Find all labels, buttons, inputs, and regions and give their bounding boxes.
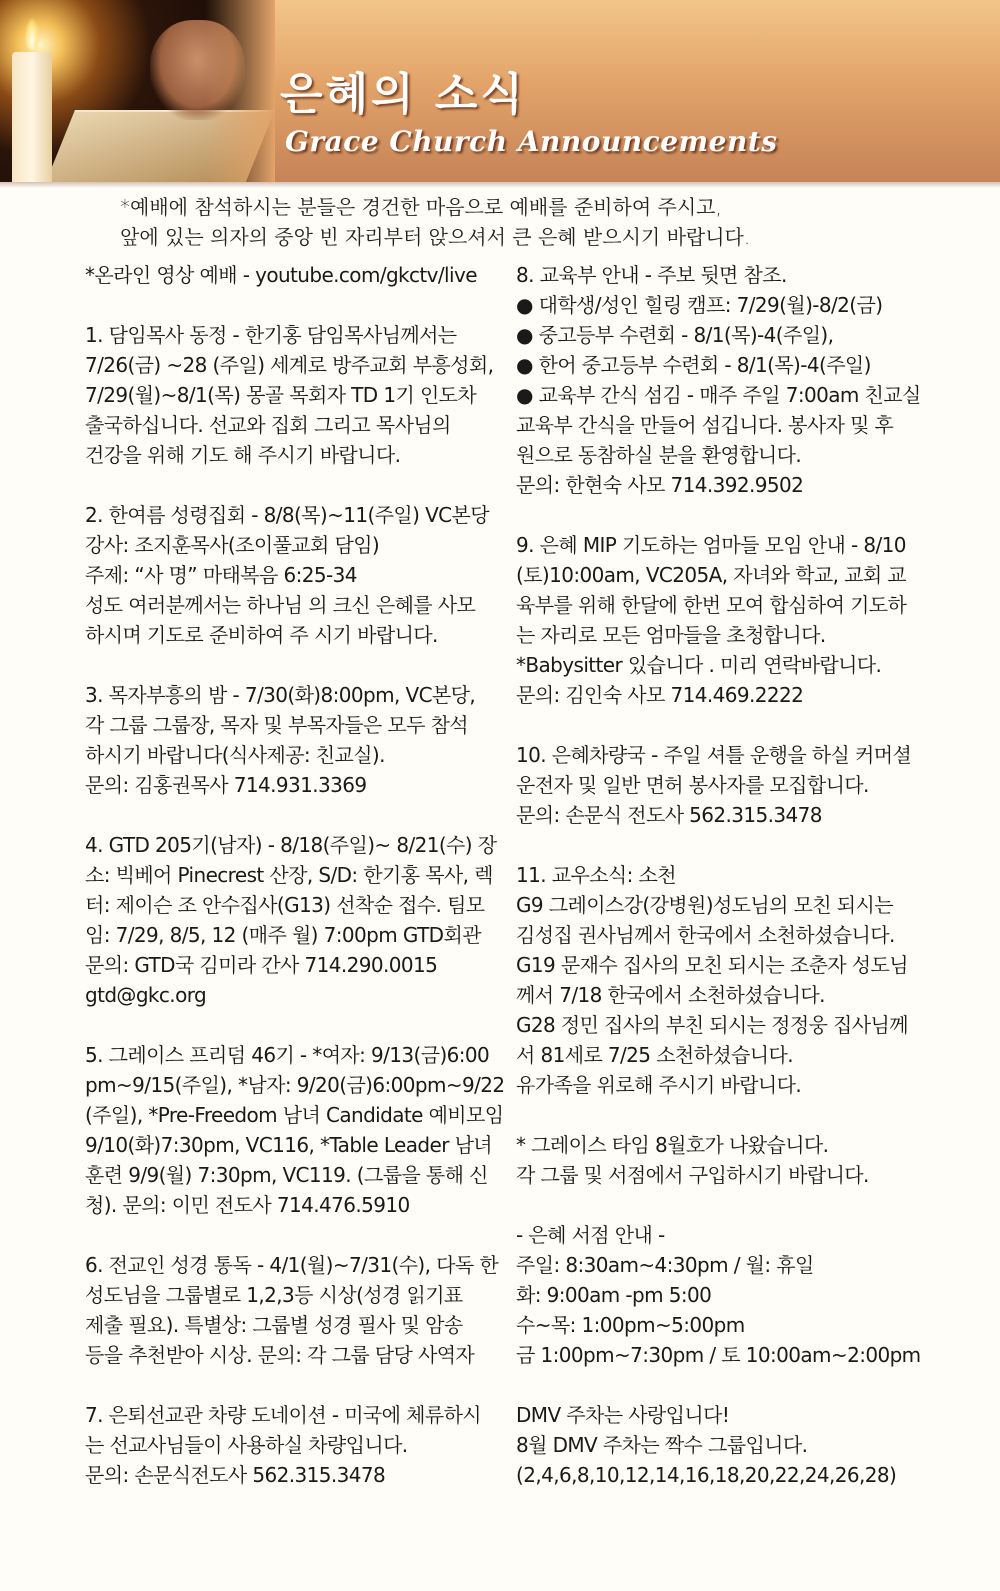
announcement-online bbox=[85, 260, 505, 290]
announcement-line: 9/10(화)7:30pm, VC116, *Table Leader 남녀 bbox=[85, 1133, 493, 1157]
announcement-line: (토)10:00am, VC205A, 자녀와 학교, 교회 교 bbox=[516, 563, 907, 587]
announcement-line: DMV 주차는 사랑입니다! bbox=[516, 1403, 730, 1427]
announcement-line: *Babysitter 있습니다 . 미리 연락바랍니다. bbox=[516, 653, 882, 677]
email-link[interactable]: gtd@gkc.org bbox=[85, 983, 207, 1007]
announcement-line: 김성집 권사님께서 한국에서 소천하셨습니다. bbox=[516, 923, 895, 947]
announcement-line: 하시기 바랍니다(식사제공: 친교실). bbox=[85, 743, 385, 767]
announcement-line: 1. 담임목사 동정 - 한기홍 담임목사님께서는 bbox=[85, 323, 457, 347]
announcement-line: 출국하십니다. 선교와 집회 그리고 목사님의 bbox=[85, 413, 451, 437]
announcement-line: 임: 7/29, 8/5, 12 (매주 월) 7:00pm GTD회관 bbox=[85, 923, 481, 947]
announcement-line: 께서 7/18 한국에서 소천하셨습니다. bbox=[516, 983, 825, 1007]
announcement-line: ● 한어 중고등부 수련회 - 8/1(목)-4(주일) bbox=[516, 353, 871, 377]
announcement-line: 문의: 김홍권목사 714.931.3369 bbox=[85, 773, 367, 797]
announcement-line: 9. 은혜 MIP 기도하는 엄마들 모임 안내 - 8/10 bbox=[516, 533, 906, 557]
announcement-line: 건강을 위해 기도 해 주시기 바랍니다. bbox=[85, 443, 401, 467]
announcement-line: 6. 전교인 성경 통독 - 4/1(월)~7/31(수), 다독 한 bbox=[85, 1253, 499, 1277]
announcement-11 bbox=[516, 860, 941, 1100]
intro-notice bbox=[120, 192, 980, 252]
header-banner bbox=[0, 0, 1000, 182]
intro-line: 앞에 있는 의자의 중앙 빈 자리부터 앉으셔서 큰 은혜 받으시기 바랍니다. bbox=[120, 225, 751, 249]
announcement-4 bbox=[85, 830, 505, 1010]
page-title: 은혜의 소식 bbox=[280, 69, 526, 120]
announcement-line: 문의: 김인숙 사모 714.469.2222 bbox=[516, 683, 804, 707]
announcement-line: 11. 교우소식: 소천 bbox=[516, 863, 676, 887]
announcement-9 bbox=[516, 530, 941, 710]
announcement-6 bbox=[85, 1250, 505, 1370]
candle bbox=[12, 52, 52, 182]
announcement-7 bbox=[85, 1400, 505, 1490]
announcement-line: ● 교육부 간식 섬김 - 매주 주일 7:00am 친교실 bbox=[516, 383, 921, 407]
announcement-line: 강사: 조지훈목사(조이풀교회 담임) bbox=[85, 533, 380, 557]
announcement-line: 7/26(금) ~28 (주일) 세계로 방주교회 부흥성회, bbox=[85, 353, 494, 377]
announcement-line: 10. 은혜차량국 - 주일 셔틀 운행을 하실 커머셜 bbox=[516, 743, 912, 767]
announcement-3 bbox=[85, 680, 505, 800]
announcement-line: ● 대학생/성인 힐링 캠프: 7/29(월)-8/2(금) bbox=[516, 293, 883, 317]
announcement-line: 3. 목자부흥의 밤 - 7/30(화)8:00pm, VC본당, bbox=[85, 683, 476, 707]
announcement-line: * 그레이스 타임 8월호가 나왔습니다. bbox=[516, 1133, 829, 1157]
announcement-line: 2. 한여름 성령집회 - 8/8(목)~11(주일) VC본당 bbox=[85, 503, 489, 527]
announcement-line: G19 문재수 집사의 모친 되시는 조춘자 성도님 bbox=[516, 953, 908, 977]
announcement-line: 5. 그레이스 프리덤 46기 - *여자: 9/13(금)6:00 bbox=[85, 1043, 490, 1067]
announcement-line: 7. 은퇴선교관 차량 도네이션 - 미국에 체류하시 bbox=[85, 1403, 482, 1427]
announcement-line: 8월 DMV 주차는 짝수 그룹입니다. bbox=[516, 1433, 808, 1457]
announcement-line: 는 자리로 모든 엄마들을 초청합니다. bbox=[516, 623, 826, 647]
announcement-line: 는 선교사님들이 사용하실 차량입니다. bbox=[85, 1433, 408, 1457]
announcement-line: 각 그룹 및 서점에서 구입하시기 바랍니다. bbox=[516, 1163, 869, 1187]
dmv-parking-notice bbox=[516, 1400, 941, 1490]
announcement-line: 제출 필요). 특별상: 그룹별 성경 필사 및 암송 bbox=[85, 1313, 463, 1337]
announcement-line: 문의: GTD국 김미라 간사 714.290.0015 bbox=[85, 953, 438, 977]
announcement-line: 훈련 9/9(월) 7:30pm, VC119. (그룹을 통해 신 bbox=[85, 1163, 488, 1187]
announcement-line: - 은혜 서점 안내 - bbox=[516, 1223, 665, 1247]
announcement-8 bbox=[516, 260, 941, 500]
bookstore-hours bbox=[516, 1220, 941, 1370]
right-column bbox=[516, 260, 941, 1490]
announcement-line: 성도님을 그룹별로 1,2,3등 시상(성경 읽기표 bbox=[85, 1283, 463, 1307]
announcement-line: (2,4,6,8,10,12,14,16,18,20,22,24,26,28) bbox=[516, 1463, 897, 1487]
candle-flame bbox=[25, 18, 39, 50]
announcement-line: 8. 교육부 안내 - 주보 뒷면 참조. bbox=[516, 263, 787, 287]
announcement-line: ● 중고등부 수련회 - 8/1(목)-4(주일), bbox=[516, 323, 834, 347]
announcement-line: 운전자 및 일반 면허 봉사자를 모집합니다. bbox=[516, 773, 869, 797]
announcement-line: 주제: “사 명” 마태복음 6:25-34 bbox=[85, 563, 357, 587]
announcement-line: pm~9/15(주일), *남자: 9/20(금)6:00pm~9/22 bbox=[85, 1073, 505, 1097]
announcement-line: 소: 빅베어 Pinecrest 산장, S/D: 한기홍 목사, 렉 bbox=[85, 863, 493, 887]
announcement-line: 문의: 손문식 전도사 562.315.3478 bbox=[516, 803, 822, 827]
page-subtitle: Grace Church Announcements bbox=[285, 125, 778, 158]
announcement-line: G9 그레이스강(강병원)성도님의 모친 되시는 bbox=[516, 893, 893, 917]
announcement-line: 문의: 손문식전도사 562.315.3478 bbox=[85, 1463, 386, 1487]
announcement-line: G28 정민 집사의 부친 되시는 정정웅 집사님께 bbox=[516, 1013, 908, 1037]
announcement-line: 금 1:00pm~7:30pm / 토 10:00am~2:00pm bbox=[516, 1343, 921, 1367]
announcement-line: 각 그룹 그룹장, 목자 및 부목자들은 모두 참석 bbox=[85, 713, 469, 737]
announcement-line: 성도 여러분께서는 하나님 의 크신 은혜를 사모 bbox=[85, 593, 476, 617]
announcement-line: 하시며 기도로 준비하여 주 시기 바랍니다. bbox=[85, 623, 438, 647]
announcement-line: 수~목: 1:00pm~5:00pm bbox=[516, 1313, 745, 1337]
intro-line: *예배에 참석하시는 분들은 경건한 마음으로 예배를 준비하여 주시고, bbox=[120, 195, 722, 219]
announcement-line: 육부를 위해 한달에 한번 모여 합심하여 기도하 bbox=[516, 593, 907, 617]
announcement-line: 청). 문의: 이민 전도사 714.476.5910 bbox=[85, 1193, 410, 1217]
announcement-2 bbox=[85, 500, 505, 650]
announcement-line: (주일), *Pre-Freedom 남녀 Candidate 예비모임 bbox=[85, 1103, 504, 1127]
announcement-line: 4. GTD 205기(남자) - 8/18(주일)~ 8/21(수) 장 bbox=[85, 833, 497, 857]
left-column bbox=[85, 260, 505, 1490]
announcement-line: 등을 추천받아 시상. 문의: 각 그룹 담당 사역자 bbox=[85, 1343, 475, 1367]
announcement-5 bbox=[85, 1040, 505, 1220]
announcement-line: 유가족을 위로해 주시기 바랍니다. bbox=[516, 1073, 802, 1097]
announcement-line: 터: 제이슨 조 안수집사(G13) 선착순 접수. 팀모 bbox=[85, 893, 485, 917]
announcement-line: 7/29(월)~8/1(목) 몽골 목회자 TD 1기 인도차 bbox=[85, 383, 477, 407]
announcement-line: 문의: 한현숙 사모 714.392.9502 bbox=[516, 473, 804, 497]
announcement-line: 교육부 간식을 만들어 섬깁니다. 봉사자 및 후 bbox=[516, 413, 894, 437]
announcement-1 bbox=[85, 320, 505, 470]
announcement-line: 서 81세로 7/25 소천하셨습니다. bbox=[516, 1043, 793, 1067]
announcement-line: 원으로 동참하실 분을 환영합니다. bbox=[516, 443, 802, 467]
announcement-line: 주일: 8:30am~4:30pm / 월: 휴일 bbox=[516, 1253, 814, 1277]
announcement-line: 화: 9:00am -pm 5:00 bbox=[516, 1283, 712, 1307]
announcement-10 bbox=[516, 740, 941, 830]
candle-bible-photo bbox=[0, 0, 275, 182]
grace-time-notice bbox=[516, 1130, 941, 1190]
announcement-line: *온라인 영상 예배 - youtube.com/gkctv/live bbox=[85, 263, 477, 287]
